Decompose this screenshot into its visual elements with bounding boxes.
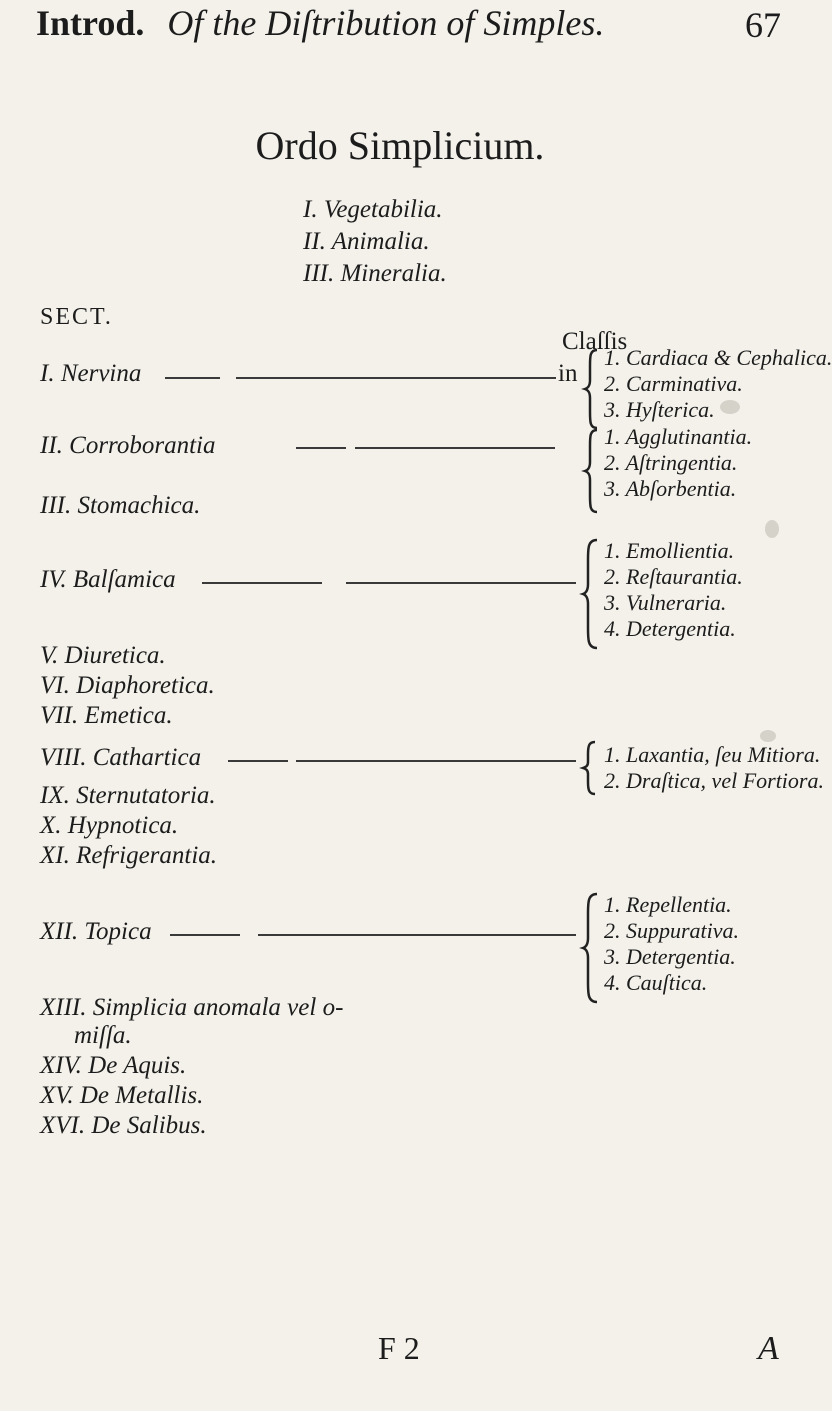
paper-stain — [720, 400, 740, 414]
section-cathartica: VIII. Cathartica — [40, 744, 202, 771]
balsamica-classes — [604, 538, 743, 642]
sect-label: SECT. — [40, 304, 113, 330]
leader-line — [346, 582, 576, 584]
section-diaphoretica: VI. Diaphoretica. — [40, 672, 215, 699]
class-item: 4. Detergentia. — [604, 616, 736, 641]
class-item: 1. Laxantia, ſeu Mitiora. — [604, 742, 821, 767]
corroborantia-classes — [604, 424, 752, 502]
brace-icon — [582, 538, 600, 650]
brace-icon — [584, 428, 600, 514]
leader-line — [258, 934, 576, 936]
paper-stain — [765, 520, 779, 538]
class-item: 2. Aſtringentia. — [604, 450, 738, 475]
class-item: 3. Vulneraria. — [604, 590, 727, 615]
cathartica-classes — [604, 742, 824, 794]
class-item: 1. Repellentia. — [604, 892, 732, 917]
leader-line — [202, 582, 322, 584]
leader-line — [165, 377, 220, 379]
leader-line — [355, 447, 555, 449]
section-salibus: XVI. De Salibus. — [40, 1112, 207, 1139]
header-title: Of the Diſtribution of Simples. — [167, 3, 605, 43]
section-diuretica: V. Diuretica. — [40, 642, 166, 669]
topica-classes — [604, 892, 739, 996]
kingdom-item: III. Mineralia. — [303, 260, 447, 287]
class-item: 3. Hyſterica. — [604, 397, 715, 422]
class-item: 1. Cardiaca & Cephalica. — [604, 345, 832, 370]
leader-line — [236, 377, 556, 379]
page-title: Ordo Simplicium. — [255, 123, 545, 168]
kingdoms-list — [303, 194, 447, 290]
section-refrigerantia: XI. Refrigerantia. — [40, 842, 218, 869]
brace-icon — [584, 348, 600, 430]
section-corroborantia: II. Corroborantia — [40, 432, 216, 459]
in-label: in — [558, 360, 578, 387]
brace-icon — [582, 892, 600, 1004]
catchword: A — [758, 1330, 779, 1367]
class-item: 1. Agglutinantia. — [604, 424, 753, 449]
leader-line — [296, 447, 346, 449]
brace-icon — [582, 740, 598, 796]
class-item: 2. Suppurativa. — [604, 918, 740, 943]
leader-line — [228, 760, 288, 762]
section-topica: XII. Topica — [40, 918, 152, 945]
section-balsamica: IV. Balſamica — [40, 566, 176, 593]
kingdom-item: I. Vegetabilia. — [303, 196, 443, 223]
class-item: 2. Carminativa. — [604, 371, 743, 396]
section-anomala-cont: miſſa. — [74, 1022, 132, 1049]
class-item: 1. Emollientia. — [604, 538, 735, 563]
classis-label: Claſſis — [562, 328, 628, 355]
class-item: 4. Cauſtica. — [604, 970, 708, 995]
class-item: 2. Draſtica, vel Fortiora. — [604, 768, 824, 793]
class-item: 3. Abſorbentia. — [604, 476, 737, 501]
section-anomala: XIII. Simplicia anomala vel o- — [40, 994, 344, 1021]
section-aquis: XIV. De Aquis. — [40, 1052, 187, 1079]
paper-stain — [760, 730, 776, 742]
running-header — [36, 2, 604, 44]
section-stomachica: III. Stomachica. — [40, 492, 201, 519]
nervina-classes — [604, 345, 832, 423]
kingdom-item: II. Animalia. — [303, 228, 430, 255]
leader-line — [170, 934, 240, 936]
class-item: 2. Reſtaurantia. — [604, 564, 743, 589]
section-metallis: XV. De Metallis. — [40, 1082, 204, 1109]
section-emetica: VII. Emetica. — [40, 702, 173, 729]
class-item: 3. Detergentia. — [604, 944, 736, 969]
leader-line — [296, 760, 576, 762]
section-hypnotica: X. Hypnotica. — [40, 812, 179, 839]
page-number: 67 — [745, 5, 781, 45]
header-section: Introd. — [36, 3, 145, 43]
signature-mark: F 2 — [378, 1330, 420, 1366]
section-sternutatoria: IX. Sternutatoria. — [40, 782, 216, 809]
section-nervina: I. Nervina — [40, 360, 142, 387]
